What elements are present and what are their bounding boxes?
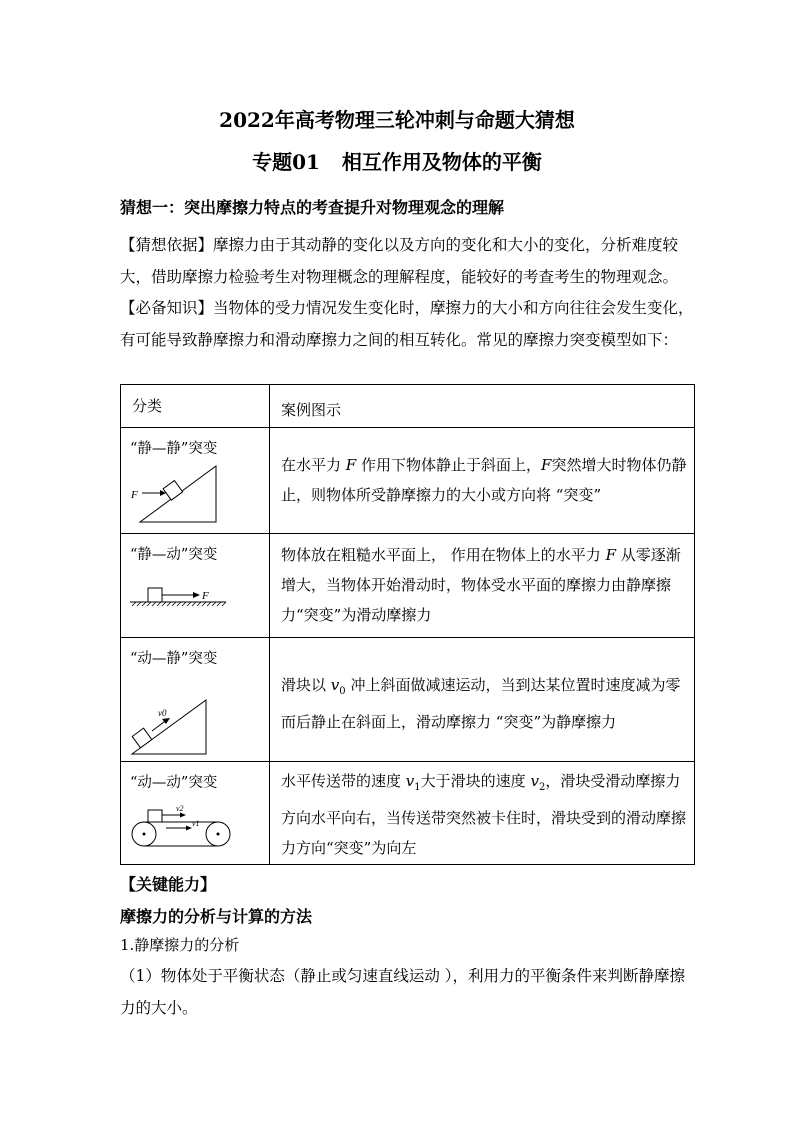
table-header-row — [121, 385, 695, 428]
block-shape — [132, 728, 152, 748]
case-description-cell: 水平传送带的速度 $v_1$大于滑块的速度 $v_2$，滑块受滑动摩擦力方向水平向右，当传送带突然被卡住时，滑块受到的滑动摩擦力方向“突变”为向左 — [270, 762, 695, 865]
incline-static-figure — [126, 462, 266, 528]
horizontal-surface-figure — [126, 582, 266, 622]
friction-cases-table — [120, 384, 695, 865]
case-label: “静—静”突变 — [130, 441, 218, 457]
section-heading: 猜想一：突出摩擦力特点的考查提升对物理观念的理解 — [120, 198, 505, 217]
page-title: 2022年高考物理三轮冲刺与命题大猜想 — [219, 108, 575, 132]
block-shape — [148, 810, 162, 822]
velocity-label: v1 — [192, 819, 200, 828]
method-heading: 摩擦力的分析与计算的方法 — [120, 907, 313, 926]
table-row — [121, 534, 695, 638]
case-label-cell — [121, 638, 270, 762]
case-label-cell — [121, 762, 270, 865]
force-label: F — [131, 489, 138, 501]
knowledge-paragraph: 【必备知识】当物体的受力情况发生变化时，摩擦力的大小和方向往往会发生变化，有可能导致静摩擦力和滑动摩擦力之间的相互转化。常见的摩擦力突变模型如下： — [120, 299, 694, 349]
block-shape — [148, 588, 162, 602]
case-label-cell — [121, 428, 270, 534]
conveyor-belt-figure — [126, 800, 266, 860]
block-shape — [163, 481, 183, 501]
page-subtitle — [0, 146, 794, 175]
case-label: “动—静”突变 — [130, 651, 218, 667]
topic-name: 相互作用及物体的平衡 — [341, 150, 542, 174]
topic-number: 专题01 — [252, 150, 320, 174]
point-1-paragraph: （1）物体处于平衡状态（静止或匀速直线运动 ），利用力的平衡条件来判断静摩擦力的大小。 — [120, 967, 686, 1017]
velocity-label: v0 — [158, 708, 167, 718]
case-description-cell: 物体放在粗糙水平面上， 作用在物体上的水平力 F 从零逐渐增大，当物体开始滑动时，物体受水平面的摩擦力由静摩擦力“突变”为滑动摩擦力 — [270, 534, 695, 638]
key-ability-heading: 【关键能力】 — [120, 875, 217, 894]
table-header-cell: 分类 — [121, 385, 270, 428]
table-header-cell: 案例图示 — [270, 385, 695, 428]
case-label: “静—动”突变 — [130, 547, 218, 563]
table-row — [121, 638, 695, 762]
static-friction-subheading: 1.静摩擦力的分析 — [120, 936, 240, 954]
table-row — [121, 428, 695, 534]
incline-sliding-figure — [126, 674, 266, 758]
force-label: F — [202, 590, 209, 602]
case-description-cell: 在水平力 F 作用下物体静止于斜面上，F突然增大时物体仍静止，则物体所受静摩擦力的大小或方向将 “突变” — [270, 428, 695, 534]
case-description-cell: 滑块以 $v_0$ 冲上斜面做减速运动，当到达某位置时速度减为零而后静止在斜面上，滑动摩擦力 “突变”为静摩擦力 — [270, 638, 695, 762]
case-label: “动—动”突变 — [130, 775, 218, 791]
basis-paragraph: 【猜想依据】摩擦力由于其动静的变化以及方向的变化和大小的变化，分析难度较大，借助摩擦力检验考生对物理概念的理解程度，能较好的考查考生的物理观念。 — [120, 236, 679, 286]
velocity-label: v2 — [176, 804, 184, 813]
table-row — [121, 762, 695, 865]
case-label-cell — [121, 534, 270, 638]
